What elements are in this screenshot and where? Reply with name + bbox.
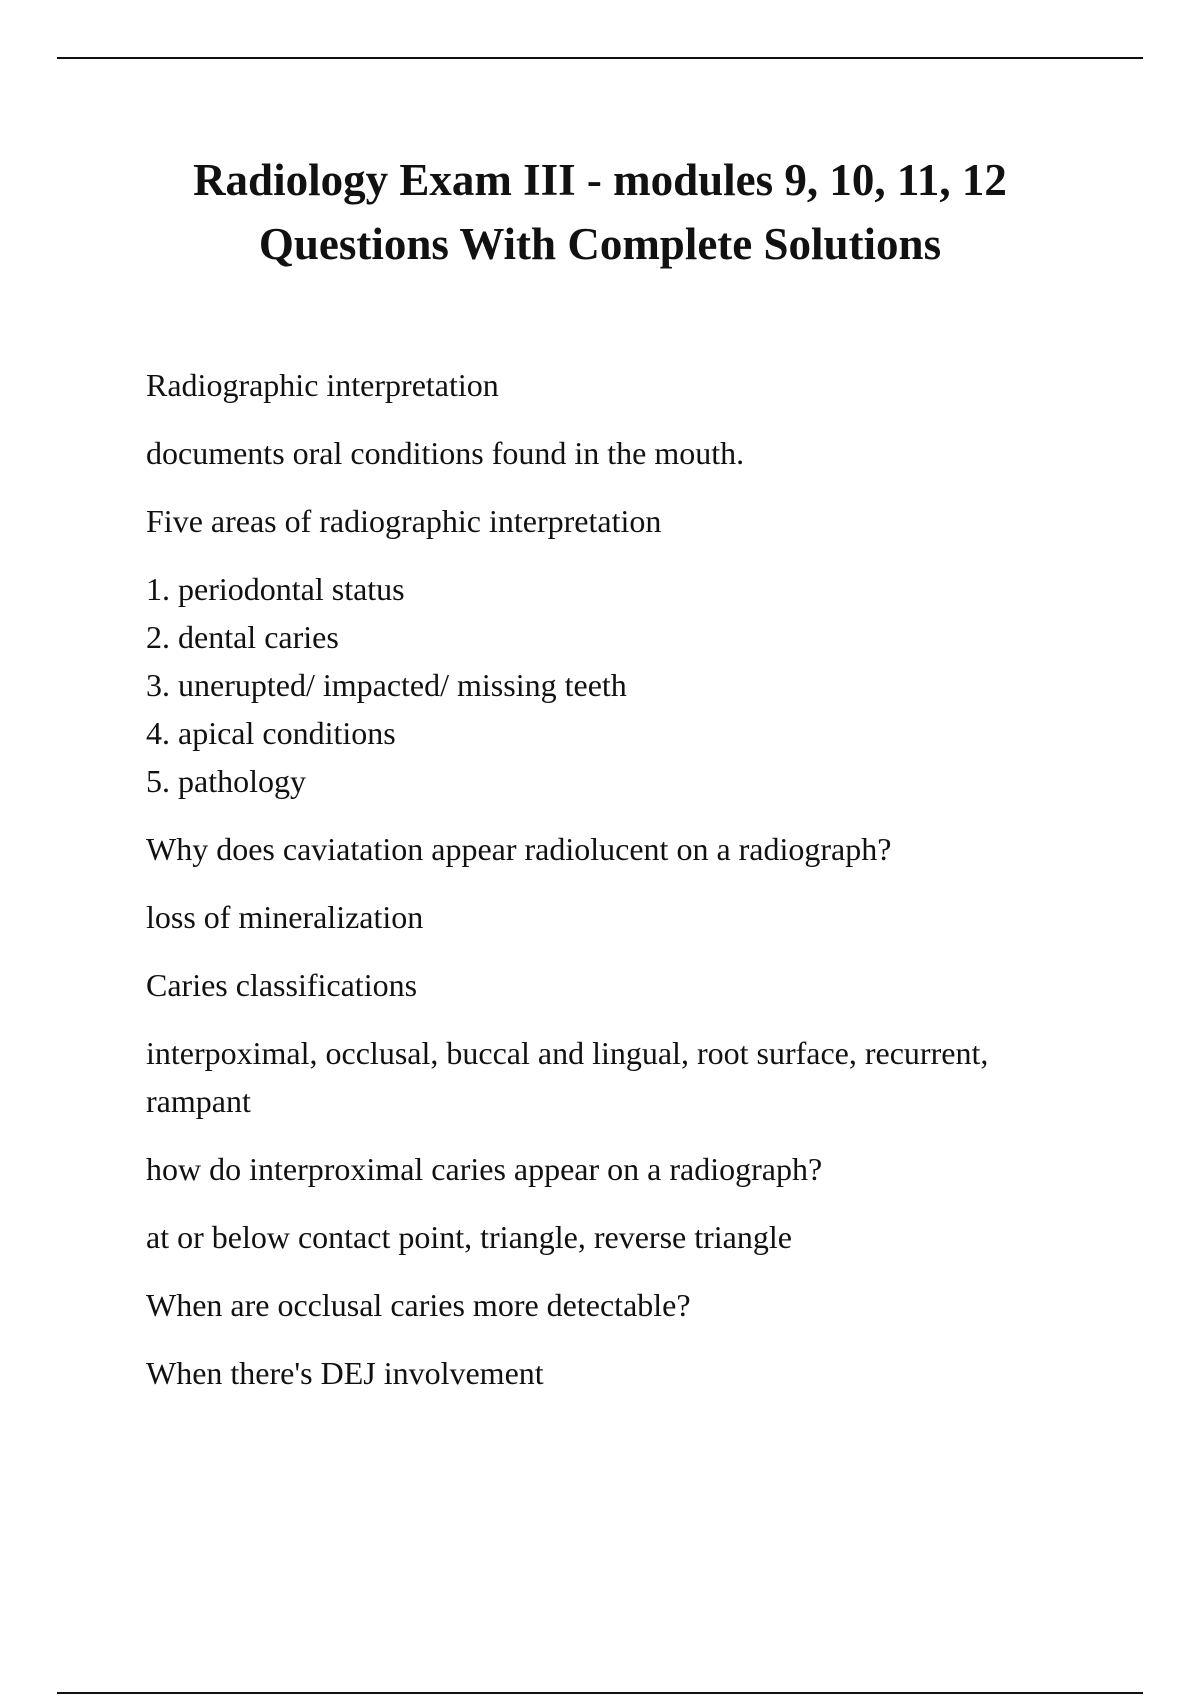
question-text: When are occlusal caries more detectable? <box>146 1287 691 1323</box>
list-item: 1. periodontal status <box>146 571 405 607</box>
answer-text: documents oral conditions found in the mouth. <box>146 435 745 471</box>
answer-text: loss of mineralization <box>146 899 424 935</box>
top-divider <box>57 57 1143 59</box>
answer-text: interpoximal, occlusal, buccal and lingual, root surface, recurrent, rampant <box>146 1035 989 1119</box>
title-line-1: Radiology Exam III - modules 9, 10, 11, 12 <box>193 155 1007 205</box>
question-text: Why does caviatation appear radiolucent on a radiograph? <box>146 831 892 867</box>
list-item: 5. pathology <box>146 763 306 799</box>
page-title <box>0 148 1200 276</box>
answer-text: When there's DEJ involvement <box>146 1355 544 1391</box>
list-item: 4. apical conditions <box>146 715 396 751</box>
title-line-2: Questions With Complete Solutions <box>258 219 942 269</box>
answer-list <box>146 565 1086 805</box>
question-text: Caries classifications <box>146 967 418 1003</box>
bottom-divider <box>57 1692 1143 1694</box>
question-text: how do interproximal caries appear on a radiograph? <box>146 1151 823 1187</box>
question-text: Radiographic interpretation <box>146 367 499 403</box>
list-item: 2. dental caries <box>146 619 339 655</box>
answer-text: at or below contact point, triangle, reverse triangle <box>146 1219 792 1255</box>
document-body <box>146 361 1086 1417</box>
list-item: 3. unerupted/ impacted/ missing teeth <box>146 667 627 703</box>
question-text: Five areas of radiographic interpretation <box>146 503 662 539</box>
